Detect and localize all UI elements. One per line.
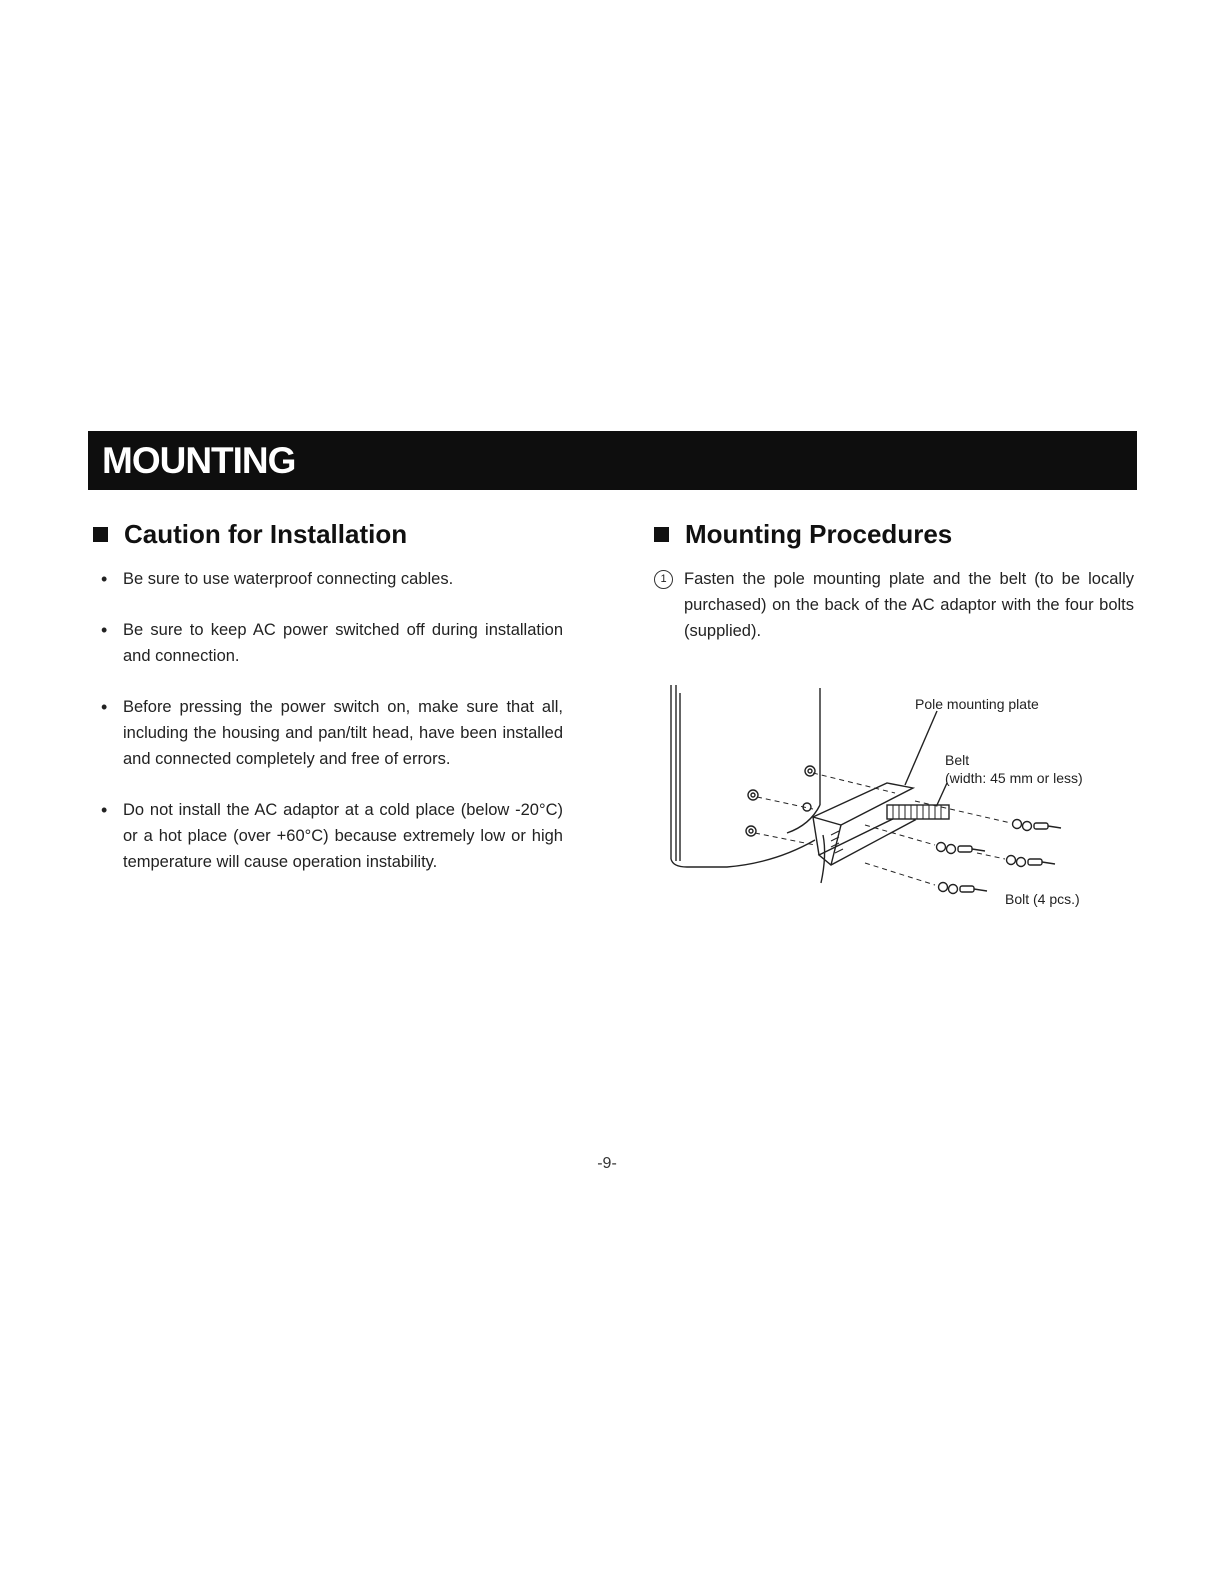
caution-item	[93, 797, 563, 875]
caution-heading	[93, 516, 563, 552]
label-belt: Belt	[945, 752, 970, 768]
caution-item-text: Be sure to use waterproof connecting cables.	[123, 570, 454, 588]
label-bolt: Bolt (4 pcs.)	[1005, 891, 1080, 907]
caution-item	[93, 617, 563, 669]
label-pole-mounting-plate: Pole mounting plate	[915, 696, 1039, 712]
caution-list	[93, 566, 563, 875]
page-number: -9-	[597, 1155, 617, 1172]
step-number-circle: 1	[654, 570, 673, 589]
caution-item	[93, 566, 563, 592]
caution-item-text: Before pressing the power switch on, make sure that all, including the housing and pan/tilt head, have been installed and connected completely and free of errors.	[123, 698, 563, 768]
procedures-heading	[654, 516, 1134, 552]
procedures-section	[654, 516, 1134, 644]
caution-item-text: Be sure to keep AC power switched off during installation and connection.	[123, 621, 563, 665]
bullet-dot-icon: •	[101, 569, 108, 589]
title-bar	[88, 431, 1137, 490]
caution-item	[93, 694, 563, 772]
label-belt-width: (width: 45 mm or less)	[945, 770, 1083, 786]
caution-item-text: Do not install the AC adaptor at a cold place (below -20°C) or a hot place (over +60°C) because extremely low or high temperature will cause operation instability.	[123, 801, 563, 871]
mounting-diagram	[665, 685, 1125, 920]
procedure-step	[654, 566, 1134, 644]
page-title: MOUNTING	[102, 440, 296, 481]
procedures-heading-text: Mounting Procedures	[685, 518, 953, 549]
bullet-dot-icon: •	[101, 697, 108, 717]
caution-section	[93, 516, 563, 900]
procedure-step-text: Fasten the pole mounting plate and the belt (to be locally purchased) on the back of the AC adaptor with the four bolts (supplied).	[684, 570, 1134, 640]
caution-heading-text: Caution for Installation	[124, 518, 408, 549]
bullet-dot-icon: •	[101, 620, 108, 640]
square-bullet-icon	[654, 527, 669, 542]
mounting-diagram-illustration	[665, 685, 1125, 920]
square-bullet-icon	[93, 527, 108, 542]
bullet-dot-icon: •	[101, 800, 108, 820]
